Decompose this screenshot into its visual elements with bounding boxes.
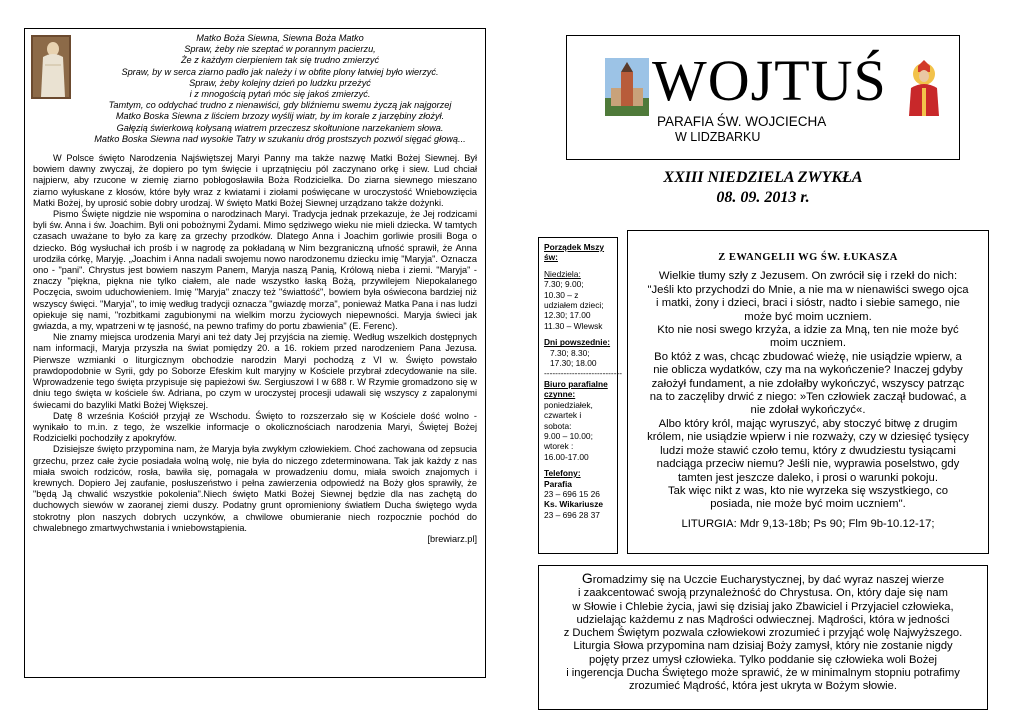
reflection-line-text: romadzimy się na Uczcie Eucharystycznej, by dać wyraz naszej wierze: [592, 574, 945, 586]
poem-line: Spraw, by w serca ziarno padło jak należy i w obfite plony łatwiej było wierzyć.: [121, 66, 439, 77]
gospel-line: Bo któż z was, chcąc zbudować wieżę, nie usiądzie wpierw, a: [654, 350, 962, 363]
reflection-box: [538, 565, 988, 710]
article-paragraph: Datę 8 września Kościół przyjął ze Wschodu. Święto to rozszerzało się w Kościele dość wolno - wynikało to m.in. z tego, że wszelkie informacje o okolicznościach narodzenia Maryi, Świętej Bożej Rodzicielki pochodziły z apokryfów.: [33, 410, 477, 444]
mass-schedule: [538, 237, 623, 554]
weekday-label: Dni powszednie:: [544, 337, 611, 348]
reflection-line: z Duchem Świętym pozwala człowiekowi zrozumieć i przyjąć wolę Najwyższego.: [563, 627, 963, 640]
gospel-line: może być moim uczniem.: [744, 310, 872, 323]
sunday-name: XXIII NIEDZIELA ZWYKŁA: [663, 169, 863, 186]
separator: ----------------------------: [544, 368, 623, 379]
gospel-line: nadciąga przeciw niemu? Jeśli nie, wyprawia poselstwo, gdy: [656, 458, 960, 471]
newsletter-header: [566, 35, 960, 160]
gospel-line: "Jeśli kto przychodzi do Mnie, a nie ma w nienawiści swego ojca: [647, 283, 969, 296]
article-paragraph: Nie znamy miejsca urodzenia Maryi ani też daty Jej przyjścia na ziemię. Według wszelkich dostępnych nam informacji, Maryja przyszła na świat pomiędzy 20. a 16. rokiem przed narodzeniem Pana Jezusa. Pierwsze wzmianki o liturgicznym obchodzie narodzin Maryi pochodzą z VI w. Święto powstało prawdopodobnie w Syrii, gdy po Soborze Efeskim kult maryjny w Kościele przybrał zdecydowanie na sile. Wprowadzenie tego święta przypisuje się papieżowi św. Sergiuszowi I w 688 r. W Rzymie gromadzono się w dniu tego święta w kościele św. Adriana, po czym w uroczystej procesji udawali się wszyscy z zapalonymi świecami do bazyliki Matki Bożej Większej.: [33, 332, 477, 410]
sunday-label: Niedziela:: [544, 268, 581, 279]
parish-phone-label: Parafia: [544, 478, 572, 489]
office-line: czwartek i: [544, 410, 582, 421]
town-name: W LIDZBARKU: [675, 130, 761, 144]
article-paragraph: Pismo Święte nigdzie nie wspomina o narodzinach Maryi. Tradycja jednak przekazuje, że Jej rodzicami byli św. Anna i św. Joachim. Byli oni pobożnymi Żydami. Mimo sędziwego wieku nie mieli dziecka. W tamtych czasach uważane to było za karę za grzechy przodków. Dlatego Anna i Joachim gorliwie prosili Boga o dziecko. Bóg wysłuchał ich prośb i w nagrodę za pokładaną w Nim bezgraniczną ufność sprawił, że Anna urodziła córkę, Maryję. „Joachim i Anna nadali swojemu nowo narodzonemu dziecku imię "Maryja". Oznacza ono - "pani". Chrystus jest bowiem naszym Panem, Maryja naszą Panią, Królową nieba i ziemi. "Maryja" - znaczy "piękna, piękna nie tylko ciałem, ale nade wszystko łaską Bożą, przywilejem Niepokalanego Poczęcia, swoim uduchowieniem. Imię "Maryja" znaczy też "świattość", bowiem była oświecona bardziej niż wszyscy święci. "Maryja", to imię według tradycji oznacza "gwiazdę morza", ponieważ Matka Pana i nas ludzi opiekuje się nami, "rozbitkami zagubionymi na wielkim morzu życiowych niepewności. Maryja świeci jak gwiazda, a my, wpatrzeni w tę jasność, na pewno trafimy do portu zbawienia" (E. Ferenc).: [33, 209, 477, 332]
sunday-time: 10.30 – z: [544, 289, 579, 300]
vicar-phone-label: Ks. Wikariusze: [544, 499, 604, 510]
church-image: [605, 58, 649, 116]
office-line: wtorek :: [544, 441, 574, 452]
article-paragraph: Dzisiejsze święto przypomina nam, że Maryja była zwykłym człowiekiem. Choć zachowana od zepsucia grzechu, przez całe życie posiadała wolną wolę, nie była do niczego zdeterminowana. Tak jak każdy z nas miała swoich rodziców, rosła, bawiła się, pomagała w prowadzeniu domu, miała swoich znajomych i krewnych. Dopiero Jej zaufanie, posłuszeństwo i pełna zawierzenia odpowiedź na Boży głos sprawiły, że "będą Ją chwalić wszystkie pokolenia".Niech święto Matki Bożej Siewnej będzie dla nas zachętą do duchowych siewów w zaoranej ziemi duszy. Podatny grunt opromieniony światłem Ducha świętego wyda stokrotny plon naszych dobrych uczynków, a chwilowe obumieranie niech rozpocznie pochód do chwalebnego zmartwychwstania i wniebowstąpienia.: [33, 444, 477, 533]
gospel-line: moim uczniem.: [770, 337, 846, 350]
poem-line: i z mnogością pytań móc się jakoś zmierzyć.: [189, 89, 371, 100]
gospel-title: Z EWANGELII WG ŚW. ŁUKASZA: [718, 252, 898, 263]
reflection-line: [545, 572, 981, 587]
left-article: [24, 28, 486, 678]
office-line: poniedziałek,: [544, 399, 593, 410]
gospel-line: Wielkie tłumy szły z Jezusem. On zwrócił się i rzekł do nich:: [658, 270, 958, 283]
gospel-line: królem, nie usiądzie wpierw i nie rozważy, czy w dziesięć tysięcy: [647, 431, 969, 444]
reflection-line: i ingerencja Ducha Świętego może sprawić, że w minimalnym stopniu potrafimy: [566, 667, 960, 680]
mary-image: [31, 35, 71, 99]
weekday-time: 17.30; 18.00: [550, 358, 597, 369]
gospel-box: [627, 230, 989, 554]
sunday-time: udziałem dzieci;: [544, 300, 604, 311]
reflection-line: zrozumieć Mądrość, która jest ukryta w Bożym słowie.: [629, 680, 897, 693]
gospel-line: założył fundament, a nie zdołałby wykończyć, wszyscy patrząc: [651, 377, 965, 390]
poem-line: Tamtym, co oddychać trudno z nienawiści, gdy bliźniemu swemu życzą jak najgorzej: [108, 100, 452, 111]
gospel-line: ludzi może stawić czoło temu, który z dwudziestu tysiącami: [660, 444, 956, 457]
gospel-line: nie oblicza wydatków, czy ma na wykończenie? Inaczej gdyby: [653, 364, 963, 377]
newsletter-title: WOJTUŚ: [652, 48, 887, 113]
drop-cap: G: [581, 570, 593, 586]
office-line: 16.00-17.00: [544, 451, 589, 462]
poem-line: Matko Boska Siewna nad wysokie Tatry w szukaniu dróg prostszych pozwól sięgać głową...: [94, 133, 466, 144]
office-line: sobota:: [544, 420, 572, 431]
gospel-line: nie zdołał wykończyć«.: [750, 404, 866, 417]
reflection-line: w Słowie i Chlebie życia, jawi się dzisiaj jako Zbawiciel i Przyjaciel człowieka,: [572, 600, 954, 613]
poem-line: Gałęzią świerkową kołysaną wiatrem przeczesz skołtunione narzekaniem słowa.: [116, 122, 444, 133]
mass-schedule-heading: Porządek Mszy św:: [544, 242, 605, 263]
office-line: 9.00 – 10.00;: [544, 430, 593, 441]
phones-label: Telefony:: [544, 468, 581, 479]
poem-line: Spraw, żeby nie szeptać w porannym pacierzu,: [184, 44, 376, 55]
gospel-line: tamten jest jeszcze daleko, i prosi o warunki pokoju.: [678, 471, 938, 484]
reflection-line: pojęty przez umysł człowieka. Tylko poddanie się człowieka woli Bożej: [588, 653, 937, 666]
liturgical-date: [566, 168, 960, 208]
parish-name: PARAFIA ŚW. WOJCIECHA: [657, 114, 827, 129]
sunday-time: 11.30 – Wlewsk: [544, 320, 603, 331]
article-paragraph: W Polsce święto Narodzenia Najświętszej Maryi Panny ma także nazwę Matki Bożej Siewnej. Był bowiem dawny zwyczaj, że dopiero po tym święcie i uprzątnięciu pól zaczynano orkę i siew. Lud chciał najpierw, aby rzucone w ziemię ziarno pobłogosławiła Boża Rodzicielka. Do ziarna siewnego mieszano ziarno wyłuskane z kłosów, które były wraz z kwiatami i ziołami poświęcane w uroczystość Wniebowzięcia Matki Bożej, by uprosić sobie dobry urodzaj. W święto Matki Bożej Siewnej urządzano także dożynki.: [33, 153, 477, 208]
poem-line: Matko Boska Siewna z liściem brzozy wyślij wiatr, by im korale z jarzębiny złożył.: [115, 111, 445, 122]
poem-line: Spraw, żeby kolejny dzień po ludzku przeżyć: [189, 77, 371, 88]
weekday-time: 7.30; 8.30;: [550, 347, 590, 358]
reflection-line: i zaakcentować swoją przynależność do Chrystusa. On, który daje się nam: [578, 587, 948, 600]
article-source: [brewiarz.pl]: [427, 533, 477, 544]
reflection-line: udzielając każdemu z nas Mądrości odwiecznej. Mądrości, która w jedności: [576, 613, 950, 626]
sunday-time: 12.30; 17.00: [544, 310, 591, 321]
gospel-line: i matki, żony i dzieci, braci i sióstr, nadto i siebie samego, nie: [656, 297, 960, 310]
poem-line: Matko Boża Siewna, Siewna Boża Matko: [196, 33, 364, 43]
saint-image: [903, 58, 945, 116]
poem: [83, 33, 477, 145]
office-label: Biuro parafialne czynne:: [544, 378, 608, 400]
poem-line: Że z każdym cierpieniem tak się trudno zmierzyć: [180, 55, 380, 66]
liturgy-readings: LITURGIA: Mdr 9,13-18b; Ps 90; Flm 9b-10.12-17;: [681, 517, 935, 530]
reflection-line: Liturgia Słowa przypomina nam dzisiaj Boży zamysł, który nie zostanie nigdy: [573, 640, 953, 653]
gospel-line: posiada, nie może być moim uczniem".: [710, 498, 906, 511]
parish-phone: 23 – 696 15 26: [544, 488, 600, 499]
vicar-phone: 23 – 696 28 37: [544, 509, 600, 520]
gospel-line: Tak więc nikt z was, kto nie wyrzeka się wszystkiego, co: [667, 484, 948, 497]
sunday-time: 7.30; 9.00;: [544, 279, 584, 290]
issue-date: 08. 09. 2013 r.: [716, 189, 810, 206]
gospel-line: Albo który król, mając wyruszyć, aby stoczyć bitwę z drugim: [658, 417, 958, 430]
gospel-line: Kto nie nosi swego krzyża, a idzie za Mną, ten nie może być: [657, 324, 959, 337]
gospel-line: na to zaczęliby drwić z niego: »Ten człowiek zaczął budować, a: [649, 391, 967, 404]
